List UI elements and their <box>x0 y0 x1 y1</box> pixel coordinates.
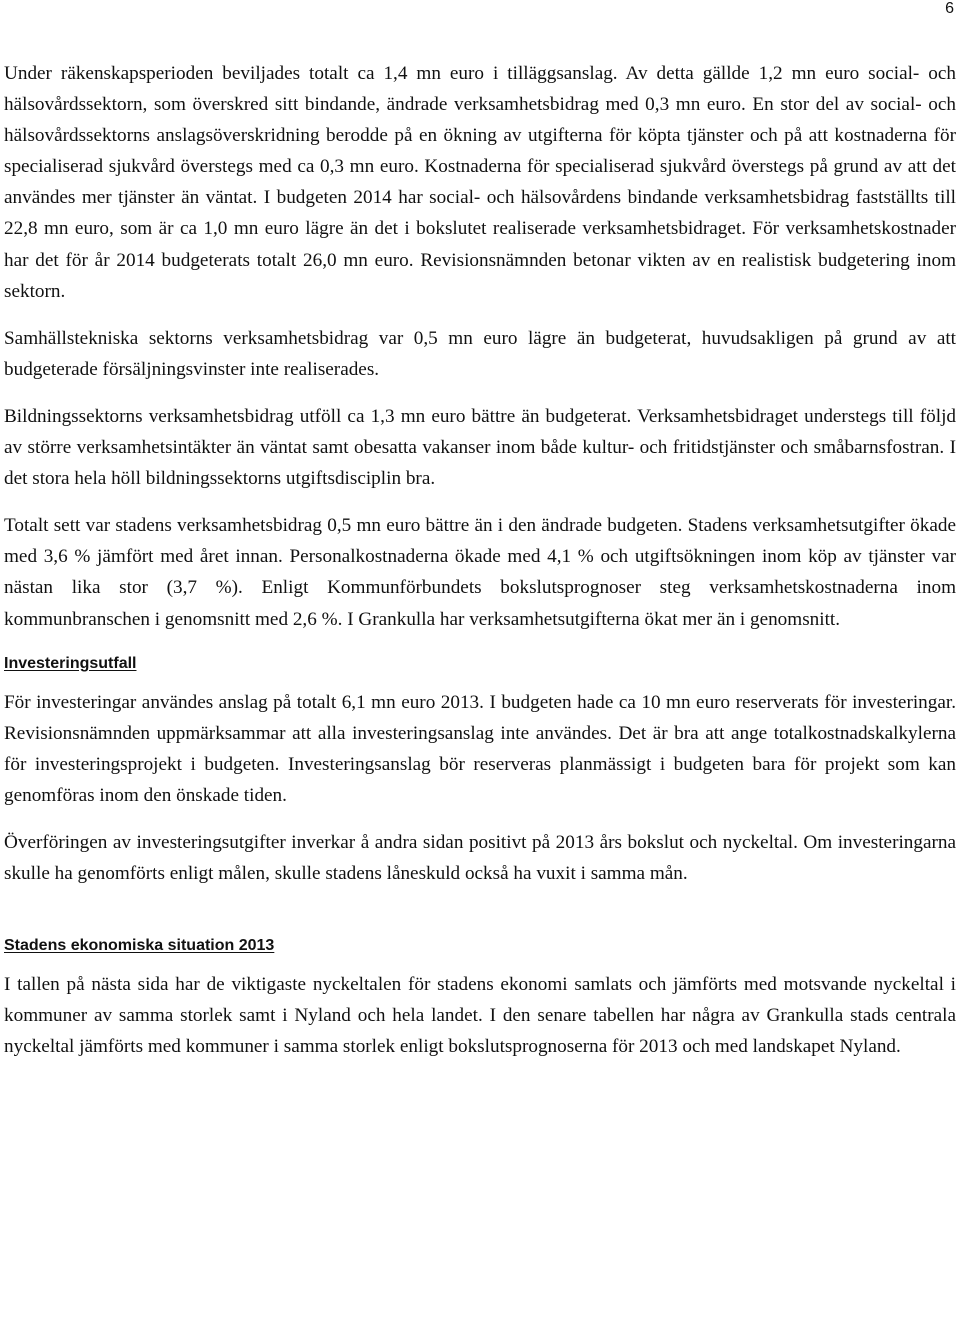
heading-investments: Investeringsutfall <box>4 654 137 672</box>
page-content <box>4 58 956 1062</box>
paragraph-technical-sector: Samhällstekniska sektorns verksamhetsbidrag var 0,5 mn euro lägre än budgeterat, huvudsakligen på grund av att budgeterade försäljningsvinster inte realiserades. <box>4 327 956 380</box>
page-number: 6 <box>945 0 954 17</box>
paragraph-city-total: Totalt sett var stadens verksamhetsbidrag 0,5 mn euro bättre än i den ändrade budgeten. Stadens verksamhetsutgifter ökade med 3,6 % jämfört med året innan. Personalkostnaderna ökade med 4,1 % och utgiftsökningen inom köp av tjänster var nästan lika stor (3,7 %). Enligt Kommunförbundets bokslutsprognoser steg verksamhetskostnaderna inom kommunbranschen i genomsnitt med 2,6 %. I Grankulla har verksamhetsutgifterna ökat mer än i genomsnitt. <box>4 515 956 630</box>
paragraph-supplementary-appropriations: Under räkenskapsperioden beviljades totalt ca 1,4 mn euro i tilläggsanslag. Av detta gällde 1,2 mn euro social- och hälsovårdssektorn, som överskred sitt bindande, ändrade verksamhetsbidrag med 0,3 mn euro. En stor del av social- och hälsovårdssektorns anslagsöverskridning berodde på en ökning av utgifterna för köpta tjänster och på att kostnaderna för specialiserad sjukvård överstegs med ca 0,3 mn euro. Kostnaderna för specialiserad sjukvård överstegs på grund av att det användes mer tjänster än väntat. I budgeten 2014 har social- och hälsovårdens bindande verksamhetsbidrag fastställts till 22,8 mn euro, som är ca 1,0 mn euro lägre än det i bokslutet realiserade verksamhetsbidraget. För verksamhetskostnader har det för år 2014 budgeterats totalt 26,0 mn euro. Revisionsnämnden betonar vikten av en realistisk budgetering inom sektorn. <box>4 63 956 302</box>
heading-economic-situation: Stadens ekonomiska situation 2013 <box>4 937 275 955</box>
paragraph-economic-situation: I tallen på nästa sida har de viktigaste nyckeltalen för stadens ekonomi samlats och jämförts med motsvande nyckeltal i kommuner av samma storlek samt i Nyland och hela landet. I den senare tabellen har några av Grankulla stads centrala nyckeltal jämförts med kommuner i samma storlek enligt bokslutsprognoserna för 2013 och med landskapet Nyland. <box>4 974 956 1058</box>
paragraph-education-sector: Bildningssektorns verksamhetsbidrag utföll ca 1,3 mn euro bättre än budgeterat. Verksamhetsbidraget understegs till följd av större verksamhetsintäkter än väntat samt obesatta vakanser inom både kultur- och fritidstjänster och småbarnsfostran. I det stora hela höll bildningssektorns utgiftsdisciplin bra. <box>4 405 956 490</box>
paragraph-investment-transfer: Överföringen av investeringsutgifter inverkar å andra sidan positivt på 2013 års bokslut och nyckeltal. Om investeringarna skulle ha genomförts enligt målen, skulle stadens låneskuld också ha vuxit i samma mån. <box>4 831 956 885</box>
paragraph-investments: För investeringar användes anslag på totalt 6,1 mn euro 2013. I budgeten hade ca 10 mn euro reserverats för investeringar. Revisionsnämnden uppmärksammar att alla investeringsanslag inte användes. Det är bra att ange totalkostnadskalkylerna för investeringsprojekt i budgeten. Investeringsanslag bör reserveras planmässigt i budgeten bara för projekt som kan genomföras inom den önskade tiden. <box>4 691 956 806</box>
